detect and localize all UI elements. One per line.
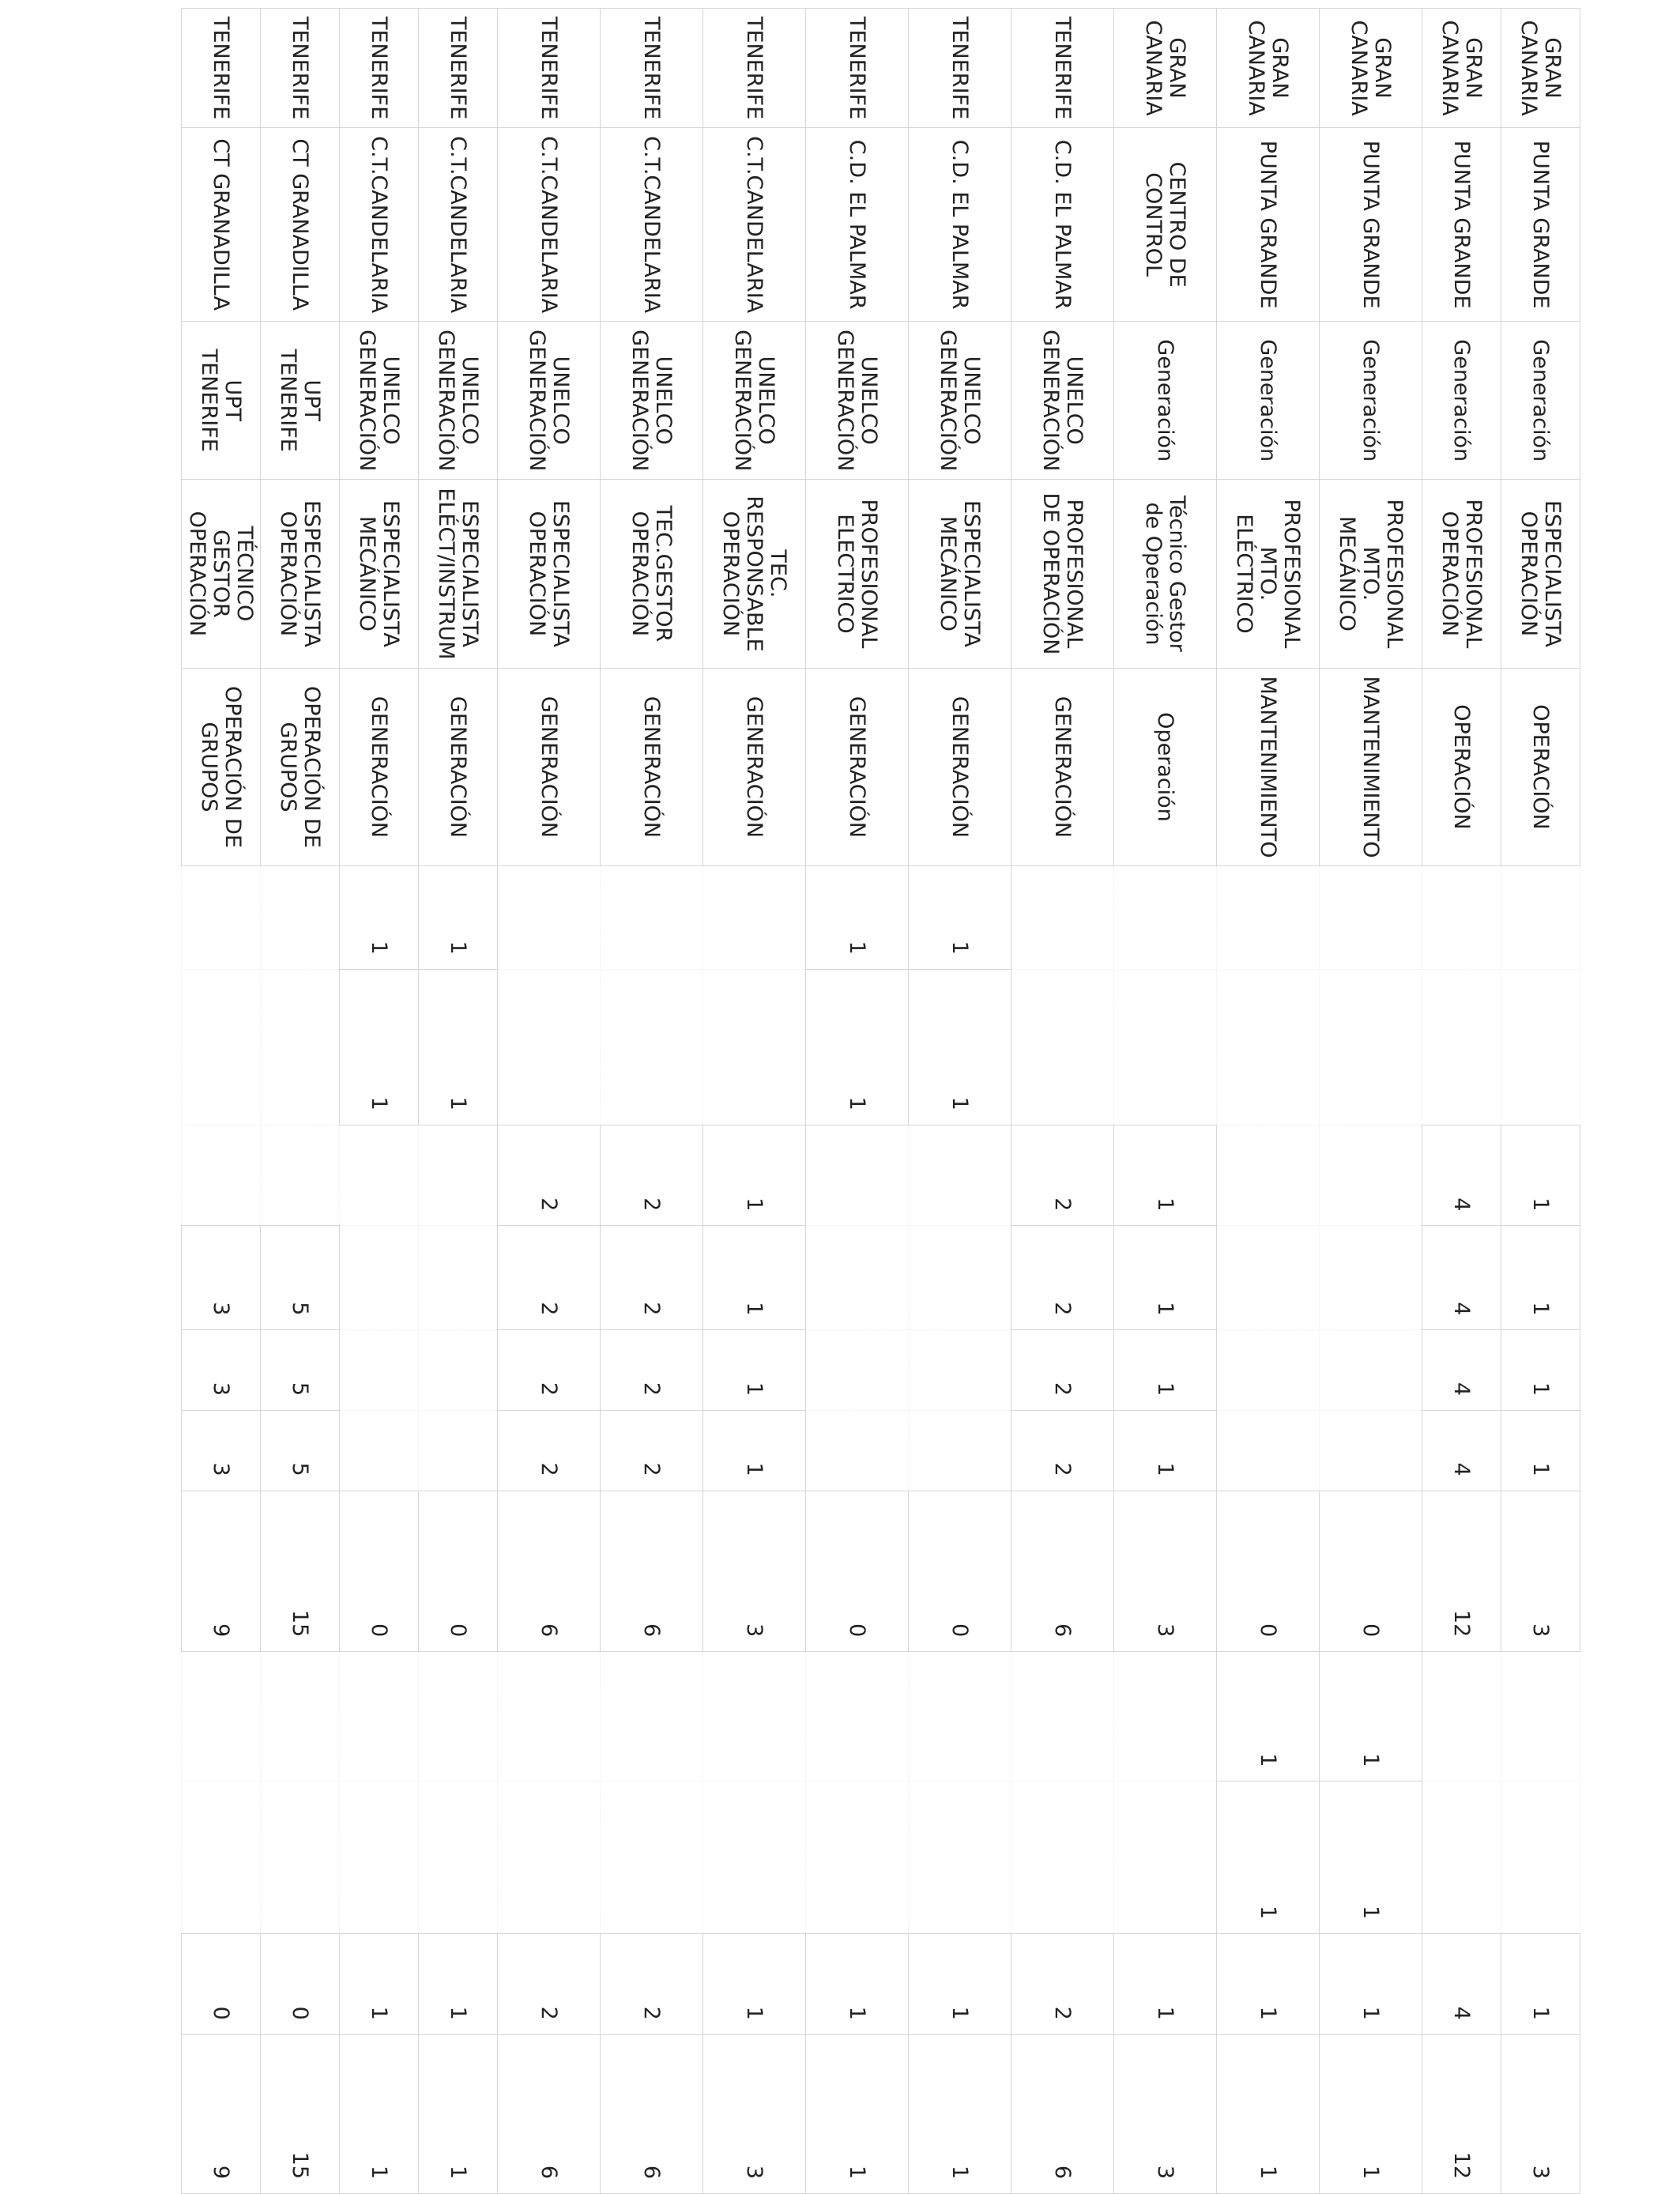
cell-count-3: 2 (601, 1125, 703, 1226)
table-row (182, 9, 261, 2194)
cell-count-7: 6 (498, 1491, 601, 1652)
cell-departamento: OPERACIÓN DE GRUPOS (261, 668, 340, 866)
cell-count-5: 5 (261, 1330, 340, 1411)
cell-count-8 (340, 1652, 419, 1781)
cell-departamento: GENERACIÓN (601, 668, 703, 866)
cell-count-6: 1 (703, 1411, 806, 1491)
cell-puesto: PROFESIONAL OPERACIÓN (1422, 480, 1501, 668)
cell-count-2 (1011, 969, 1114, 1125)
cell-count-5 (340, 1330, 419, 1411)
cell-count-9 (601, 1781, 703, 1934)
cell-count-2 (261, 969, 340, 1125)
cell-count-6: 4 (1422, 1411, 1501, 1491)
cell-count-2 (1422, 969, 1501, 1125)
cell-count-5 (1217, 1330, 1320, 1411)
cell-isla: TENERIFE (498, 9, 601, 128)
cell-count-1: 1 (419, 866, 498, 969)
cell-puesto: ESPECIALISTA OPERACIÓN (261, 480, 340, 668)
cell-isla: TENERIFE (909, 9, 1011, 128)
cell-count-5: 3 (182, 1330, 261, 1411)
cell-count-6 (340, 1411, 419, 1491)
cell-count-3 (1320, 1125, 1422, 1226)
cell-count-9 (909, 1781, 1011, 1934)
table-row (1501, 9, 1580, 2194)
cell-departamento: Operación (1114, 668, 1217, 866)
cell-count-8 (419, 1652, 498, 1781)
cell-count-10: 2 (1011, 1934, 1114, 2035)
cell-centro: PUNTA GRANDE (1217, 128, 1320, 322)
cell-count-7: 12 (1422, 1491, 1501, 1652)
cell-isla: TENERIFE (419, 9, 498, 128)
cell-count-10: 4 (1422, 1934, 1501, 2035)
cell-count-6: 3 (182, 1411, 261, 1491)
cell-isla: TENERIFE (340, 9, 419, 128)
cell-puesto: ESPECIALISTA OPERACIÓN (498, 480, 601, 668)
cell-departamento: MANTENIMIENTO (1217, 668, 1320, 866)
cell-count-7: 3 (703, 1491, 806, 1652)
cell-count-11: 1 (806, 2034, 909, 2193)
cell-count-1: 1 (806, 866, 909, 969)
cell-count-3 (419, 1125, 498, 1226)
cell-count-11: 1 (1217, 2034, 1320, 2193)
cell-count-10: 2 (498, 1934, 601, 2035)
cell-centro: PUNTA GRANDE (1320, 128, 1422, 322)
cell-count-8 (498, 1652, 601, 1781)
cell-count-7: 0 (909, 1491, 1011, 1652)
cell-count-7: 9 (182, 1491, 261, 1652)
cell-isla: TENERIFE (806, 9, 909, 128)
cell-isla: GRAN CANARIA (1422, 9, 1501, 128)
cell-area: Generación (1217, 322, 1320, 480)
cell-count-1 (498, 866, 601, 969)
cell-count-4: 1 (703, 1226, 806, 1330)
cell-count-10: 1 (703, 1934, 806, 2035)
cell-departamento: GENERACIÓN (909, 668, 1011, 866)
cell-count-7: 3 (1501, 1491, 1580, 1652)
cell-count-11: 9 (182, 2034, 261, 2193)
cell-departamento: GENERACIÓN (419, 668, 498, 866)
cell-departamento: GENERACIÓN (498, 668, 601, 866)
cell-count-4 (340, 1226, 419, 1330)
cell-isla: TENERIFE (182, 9, 261, 128)
cell-count-5 (909, 1330, 1011, 1411)
table-row (806, 9, 909, 2194)
cell-count-3: 2 (498, 1125, 601, 1226)
cell-count-9 (1501, 1781, 1580, 1934)
cell-count-10: 1 (1114, 1934, 1217, 2035)
cell-count-7: 15 (261, 1491, 340, 1652)
cell-count-8 (909, 1652, 1011, 1781)
cell-count-9 (419, 1781, 498, 1934)
cell-count-4: 4 (1422, 1226, 1501, 1330)
cell-count-11: 1 (419, 2034, 498, 2193)
cell-count-8 (261, 1652, 340, 1781)
cell-count-8 (806, 1652, 909, 1781)
cell-count-3 (909, 1125, 1011, 1226)
cell-puesto: ESPECIALISTA MECÁNICO (909, 480, 1011, 668)
cell-count-10: 0 (261, 1934, 340, 2035)
cell-count-1 (1114, 866, 1217, 969)
cell-count-11: 3 (1114, 2034, 1217, 2193)
cell-count-10: 1 (1217, 1934, 1320, 2035)
cell-area: Generación (1422, 322, 1501, 480)
cell-count-2: 1 (909, 969, 1011, 1125)
cell-count-9 (703, 1781, 806, 1934)
cell-count-8 (1114, 1652, 1217, 1781)
cell-puesto: ESPECIALISTA ELÉCT/INSTRUM (419, 480, 498, 668)
cell-count-4: 1 (1114, 1226, 1217, 1330)
cell-count-5: 1 (1114, 1330, 1217, 1411)
cell-count-1: 1 (340, 866, 419, 969)
cell-count-1 (1422, 866, 1501, 969)
cell-count-9 (182, 1781, 261, 1934)
cell-centro: C.T.CANDELARIA (498, 128, 601, 322)
cell-count-2 (703, 969, 806, 1125)
table-row (498, 9, 601, 2194)
cell-area: UPT TENERIFE (182, 322, 261, 480)
cell-count-7: 6 (1011, 1491, 1114, 1652)
cell-isla: GRAN CANARIA (1320, 9, 1422, 128)
cell-count-9 (498, 1781, 601, 1934)
cell-count-7: 0 (419, 1491, 498, 1652)
cell-count-5: 1 (1501, 1330, 1580, 1411)
cell-count-8 (1501, 1652, 1580, 1781)
cell-count-6 (806, 1411, 909, 1491)
cell-count-5: 1 (703, 1330, 806, 1411)
cell-count-11: 6 (498, 2034, 601, 2193)
cell-isla: TENERIFE (601, 9, 703, 128)
table-row (340, 9, 419, 2194)
cell-count-11: 1 (1320, 2034, 1422, 2193)
cell-area: UNELCO GENERACIÓN (806, 322, 909, 480)
cell-count-4: 3 (182, 1226, 261, 1330)
cell-count-11: 15 (261, 2034, 340, 2193)
cell-area: Generación (1114, 322, 1217, 480)
cell-count-4 (419, 1226, 498, 1330)
cell-departamento: OPERACIÓN (1501, 668, 1580, 866)
table-row (261, 9, 340, 2194)
cell-count-8: 1 (1217, 1652, 1320, 1781)
cell-isla: TENERIFE (1011, 9, 1114, 128)
cell-count-10: 1 (806, 1934, 909, 2035)
cell-centro: C.T.CANDELARIA (340, 128, 419, 322)
cell-count-5: 2 (601, 1330, 703, 1411)
cell-count-10: 0 (182, 1934, 261, 2035)
table-row (419, 9, 498, 2194)
cell-count-3 (182, 1125, 261, 1226)
cell-count-5 (806, 1330, 909, 1411)
cell-centro: C.D. EL PALMAR (806, 128, 909, 322)
cell-count-10: 1 (419, 1934, 498, 2035)
cell-count-1 (261, 866, 340, 969)
table-row (1422, 9, 1501, 2194)
cell-count-3 (806, 1125, 909, 1226)
cell-count-4: 1 (1501, 1226, 1580, 1330)
cell-centro: CT GRANADILLA (261, 128, 340, 322)
cell-count-1 (1217, 866, 1320, 969)
cell-count-7: 0 (340, 1491, 419, 1652)
table-row (1114, 9, 1217, 2194)
cell-count-4: 5 (261, 1226, 340, 1330)
cell-count-11: 3 (703, 2034, 806, 2193)
cell-centro: C.T.CANDELARIA (419, 128, 498, 322)
cell-count-1 (703, 866, 806, 969)
cell-departamento: GENERACIÓN (806, 668, 909, 866)
cell-isla: TENERIFE (261, 9, 340, 128)
cell-count-1 (1501, 866, 1580, 969)
cell-count-8: 1 (1320, 1652, 1422, 1781)
cell-count-1 (1011, 866, 1114, 969)
cell-count-8 (182, 1652, 261, 1781)
cell-puesto: ESPECIALISTA OPERACIÓN (1501, 480, 1580, 668)
cell-count-1: 1 (909, 866, 1011, 969)
cell-count-5 (419, 1330, 498, 1411)
cell-puesto: TEC.GESTOR OPERACIÓN (601, 480, 703, 668)
cell-count-10: 2 (601, 1934, 703, 2035)
cell-area: UNELCO GENERACIÓN (419, 322, 498, 480)
cell-centro: C.D. EL PALMAR (909, 128, 1011, 322)
cell-count-6: 2 (601, 1411, 703, 1491)
cell-count-4: 2 (1011, 1226, 1114, 1330)
cell-departamento: GENERACIÓN (703, 668, 806, 866)
cell-departamento: GENERACIÓN (340, 668, 419, 866)
cell-count-2 (498, 969, 601, 1125)
cell-count-4: 2 (498, 1226, 601, 1330)
cell-count-6 (909, 1411, 1011, 1491)
cell-puesto: PROFESIONAL MTO. MECÁNICO (1320, 480, 1422, 668)
cell-centro: PUNTA GRANDE (1422, 128, 1501, 322)
cell-count-9 (1011, 1781, 1114, 1934)
table-row (601, 9, 703, 2194)
cell-departamento: MANTENIMIENTO (1320, 668, 1422, 866)
cell-count-3: 1 (703, 1125, 806, 1226)
table-body (182, 9, 1580, 2194)
cell-area: Generación (1501, 322, 1580, 480)
cell-isla: GRAN CANARIA (1114, 9, 1217, 128)
cell-count-11: 1 (909, 2034, 1011, 2193)
cell-count-11: 6 (601, 2034, 703, 2193)
cell-puesto: PROFESIONAL DE OPERACIÓN (1011, 480, 1114, 668)
cell-centro: CENTRO DE CONTROL (1114, 128, 1217, 322)
cell-count-8 (601, 1652, 703, 1781)
cell-count-8 (703, 1652, 806, 1781)
cell-count-2 (1501, 969, 1580, 1125)
cell-count-4 (1320, 1226, 1422, 1330)
cell-count-8 (1422, 1652, 1501, 1781)
cell-count-11: 1 (340, 2034, 419, 2193)
cell-count-8 (1011, 1652, 1114, 1781)
cell-count-9 (1422, 1781, 1501, 1934)
cell-count-6: 1 (1501, 1411, 1580, 1491)
cell-isla: GRAN CANARIA (1501, 9, 1580, 128)
cell-count-5: 2 (1011, 1330, 1114, 1411)
cell-count-11: 6 (1011, 2034, 1114, 2193)
cell-count-9 (340, 1781, 419, 1934)
cell-isla: GRAN CANARIA (1217, 9, 1320, 128)
table-row (909, 9, 1011, 2194)
cell-count-9 (261, 1781, 340, 1934)
cell-count-4 (909, 1226, 1011, 1330)
cell-count-3 (261, 1125, 340, 1226)
cell-count-1 (1320, 866, 1422, 969)
cell-count-3: 1 (1501, 1125, 1580, 1226)
cell-count-2 (601, 969, 703, 1125)
cell-departamento: OPERACIÓN (1422, 668, 1501, 866)
cell-count-6 (1217, 1411, 1320, 1491)
cell-count-2: 1 (806, 969, 909, 1125)
cell-count-6: 2 (498, 1411, 601, 1491)
cell-count-9 (1114, 1781, 1217, 1934)
cell-puesto: ESPECIALISTA MECÁNICO (340, 480, 419, 668)
cell-count-2: 1 (340, 969, 419, 1125)
cell-puesto: PROFESIONAL MTO. ELÉCTRICO (1217, 480, 1320, 668)
cell-count-6: 2 (1011, 1411, 1114, 1491)
cell-count-7: 0 (806, 1491, 909, 1652)
table-row (1217, 9, 1320, 2194)
cell-count-3 (1217, 1125, 1320, 1226)
cell-count-7: 0 (1217, 1491, 1320, 1652)
cell-area: UNELCO GENERACIÓN (601, 322, 703, 480)
cell-count-2: 1 (419, 969, 498, 1125)
cell-count-6: 1 (1114, 1411, 1217, 1491)
cell-count-11: 3 (1501, 2034, 1580, 2193)
cell-count-2 (182, 969, 261, 1125)
cell-count-4 (1217, 1226, 1320, 1330)
cell-area: UNELCO GENERACIÓN (498, 322, 601, 480)
cell-count-11: 12 (1422, 2034, 1501, 2193)
cell-count-5: 2 (498, 1330, 601, 1411)
cell-departamento: OPERACIÓN DE GRUPOS (182, 668, 261, 866)
cell-count-6 (419, 1411, 498, 1491)
table-row (703, 9, 806, 2194)
cell-count-6 (1320, 1411, 1422, 1491)
cell-area: UNELCO GENERACIÓN (909, 322, 1011, 480)
staffing-table (181, 8, 1580, 2194)
cell-departamento: GENERACIÓN (1011, 668, 1114, 866)
cell-centro: C.T.CANDELARIA (703, 128, 806, 322)
cell-count-5 (1320, 1330, 1422, 1411)
cell-count-3 (340, 1125, 419, 1226)
cell-count-1 (182, 866, 261, 969)
cell-count-10: 1 (340, 1934, 419, 2035)
cell-count-7: 6 (601, 1491, 703, 1652)
cell-count-10: 1 (909, 1934, 1011, 2035)
cell-count-1 (601, 866, 703, 969)
cell-area: UNELCO GENERACIÓN (703, 322, 806, 480)
cell-puesto: TEC. RESPONSABLE OPERACIÓN (703, 480, 806, 668)
cell-area: Generación (1320, 322, 1422, 480)
cell-puesto: Técnico Gestor de Operación (1114, 480, 1217, 668)
cell-count-3: 2 (1011, 1125, 1114, 1226)
cell-count-6: 5 (261, 1411, 340, 1491)
cell-count-5: 4 (1422, 1330, 1501, 1411)
cell-area: UPT TENERIFE (261, 322, 340, 480)
cell-centro: C.D. EL PALMAR (1011, 128, 1114, 322)
cell-count-2 (1114, 969, 1217, 1125)
cell-puesto: TÉCNICO GESTOR OPERACIÓN (182, 480, 261, 668)
cell-centro: PUNTA GRANDE (1501, 128, 1580, 322)
cell-count-9 (806, 1781, 909, 1934)
cell-count-10: 1 (1501, 1934, 1580, 2035)
cell-centro: C.T.CANDELARIA (601, 128, 703, 322)
cell-count-3: 4 (1422, 1125, 1501, 1226)
cell-count-3: 1 (1114, 1125, 1217, 1226)
cell-count-10: 1 (1320, 1934, 1422, 2035)
cell-count-9: 1 (1217, 1781, 1320, 1934)
table-row (1320, 9, 1422, 2194)
cell-count-2 (1320, 969, 1422, 1125)
cell-count-9: 1 (1320, 1781, 1422, 1934)
table-row (1011, 9, 1114, 2194)
cell-count-4: 2 (601, 1226, 703, 1330)
cell-count-7: 3 (1114, 1491, 1217, 1652)
cell-puesto: PROFESIONAL ELECTRICO (806, 480, 909, 668)
cell-isla: TENERIFE (703, 9, 806, 128)
cell-centro: CT GRANADILLA (182, 128, 261, 322)
cell-count-2 (1217, 969, 1320, 1125)
cell-area: UNELCO GENERACIÓN (1011, 322, 1114, 480)
cell-area: UNELCO GENERACIÓN (340, 322, 419, 480)
cell-count-4 (806, 1226, 909, 1330)
cell-count-7: 0 (1320, 1491, 1422, 1652)
